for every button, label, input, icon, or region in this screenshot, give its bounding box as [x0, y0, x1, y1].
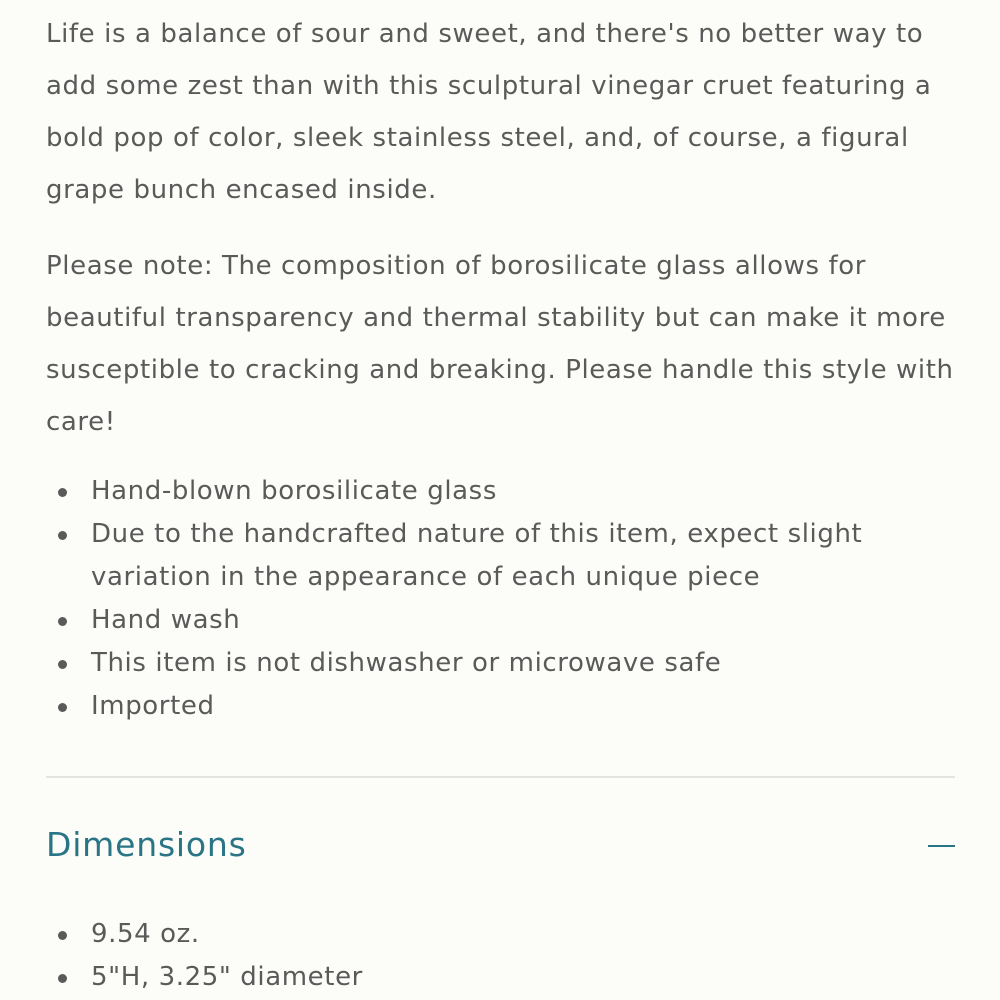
- list-item: [46, 685, 956, 728]
- list-item: [46, 956, 956, 999]
- list-item: [46, 513, 956, 599]
- list-item: [46, 913, 956, 956]
- description-paragraph: Life is a balance of sour and sweet, and there's no better way to add some zest than with this sculptural vinegar cruet featuring a bold pop of color, sleek stainless steel, and, of course, a figural grape bunch encased inside.: [46, 19, 932, 205]
- list-item-text: Due to the handcrafted nature of this item, expect slight variation in the appearance of each unique piece: [91, 519, 863, 592]
- feature-list: [46, 470, 956, 728]
- list-item: [46, 642, 956, 685]
- dimensions-list: [46, 913, 956, 999]
- bullet-icon: [58, 488, 67, 497]
- bullet-icon: [58, 974, 67, 983]
- bullet-icon: [58, 617, 67, 626]
- bullet-icon: [58, 660, 67, 669]
- list-item-text: 5"H, 3.25" diameter: [91, 962, 363, 992]
- list-item: [46, 470, 956, 513]
- bullet-icon: [58, 931, 67, 940]
- dimensions-section-header[interactable]: Dimensions: [46, 825, 247, 864]
- list-item-text: 9.54 oz.: [91, 919, 200, 949]
- section-divider: [46, 776, 955, 778]
- minus-icon[interactable]: [928, 834, 956, 858]
- list-item-text: This item is not dishwasher or microwave safe: [91, 648, 722, 678]
- bullet-icon: [58, 703, 67, 712]
- bullet-icon: [58, 531, 67, 540]
- list-item: [46, 599, 956, 642]
- list-item-text: Imported: [91, 691, 215, 721]
- care-note-paragraph: Please note: The composition of borosilicate glass allows for beautiful transparency and thermal stability but can make it more susceptible to cracking and breaking. Please handle this style with care!: [46, 251, 954, 437]
- list-item-text: Hand wash: [91, 605, 241, 635]
- list-item-text: Hand-blown borosilicate glass: [91, 476, 497, 506]
